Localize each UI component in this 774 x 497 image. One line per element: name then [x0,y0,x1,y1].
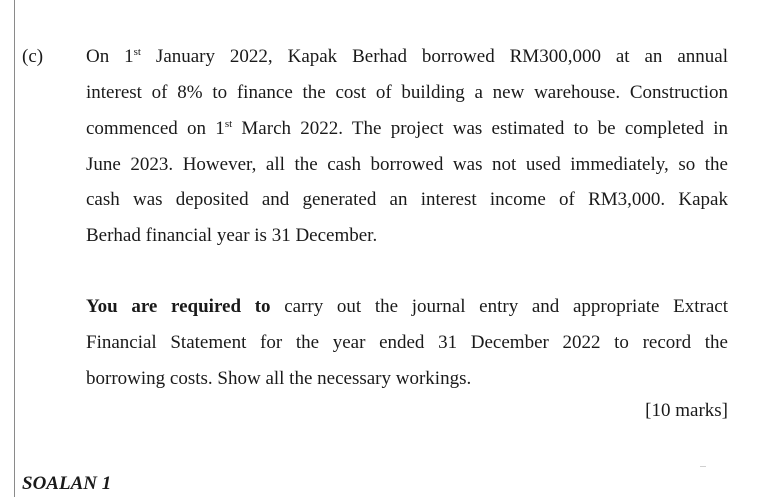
paragraph1-line3 [86,119,728,139]
paragraph1-line4: June 2023. However, all the cash borrowed was not used immediately, so the [86,154,728,175]
p1-line1-pre: On 1 [86,46,134,67]
scan-speck [700,466,706,467]
required-bold-lead: You are required to [86,296,271,317]
marks-label: [10 marks] [645,400,728,421]
section-heading: SOALAN 1 [22,473,112,494]
paragraph1-line6: Berhad financial year is 31 December. [86,225,378,246]
left-margin-rule [14,0,15,497]
paragraph2-line1 [86,297,728,317]
paragraph2-line2: Financial Statement for the year ended 31 December 2022 to record the [86,332,728,353]
p1-line3-pre: commenced on 1 [86,118,225,139]
p2-line1-rest: carry out the journal entry and appropriate Extract [270,296,729,317]
paragraph1-line5: cash was deposited and generated an interest income of RM3,000. Kapak [86,189,728,210]
p1-line1-post: January 2022, Kapak Berhad borrowed RM300,000 at an annual [141,46,728,67]
paragraph1-line1 [86,47,728,67]
paragraph2-line3: borrowing costs. Show all the necessary workings. [86,368,472,389]
p1-line1-sup: st [133,46,141,58]
p1-line3-sup: st [224,118,233,130]
paragraph1-line2: interest of 8% to finance the cost of building a new warehouse. Construction [86,82,728,103]
p1-line3-post: March 2022. The project was estimated to be completed in [232,118,728,139]
question-label: (c) [22,46,44,67]
